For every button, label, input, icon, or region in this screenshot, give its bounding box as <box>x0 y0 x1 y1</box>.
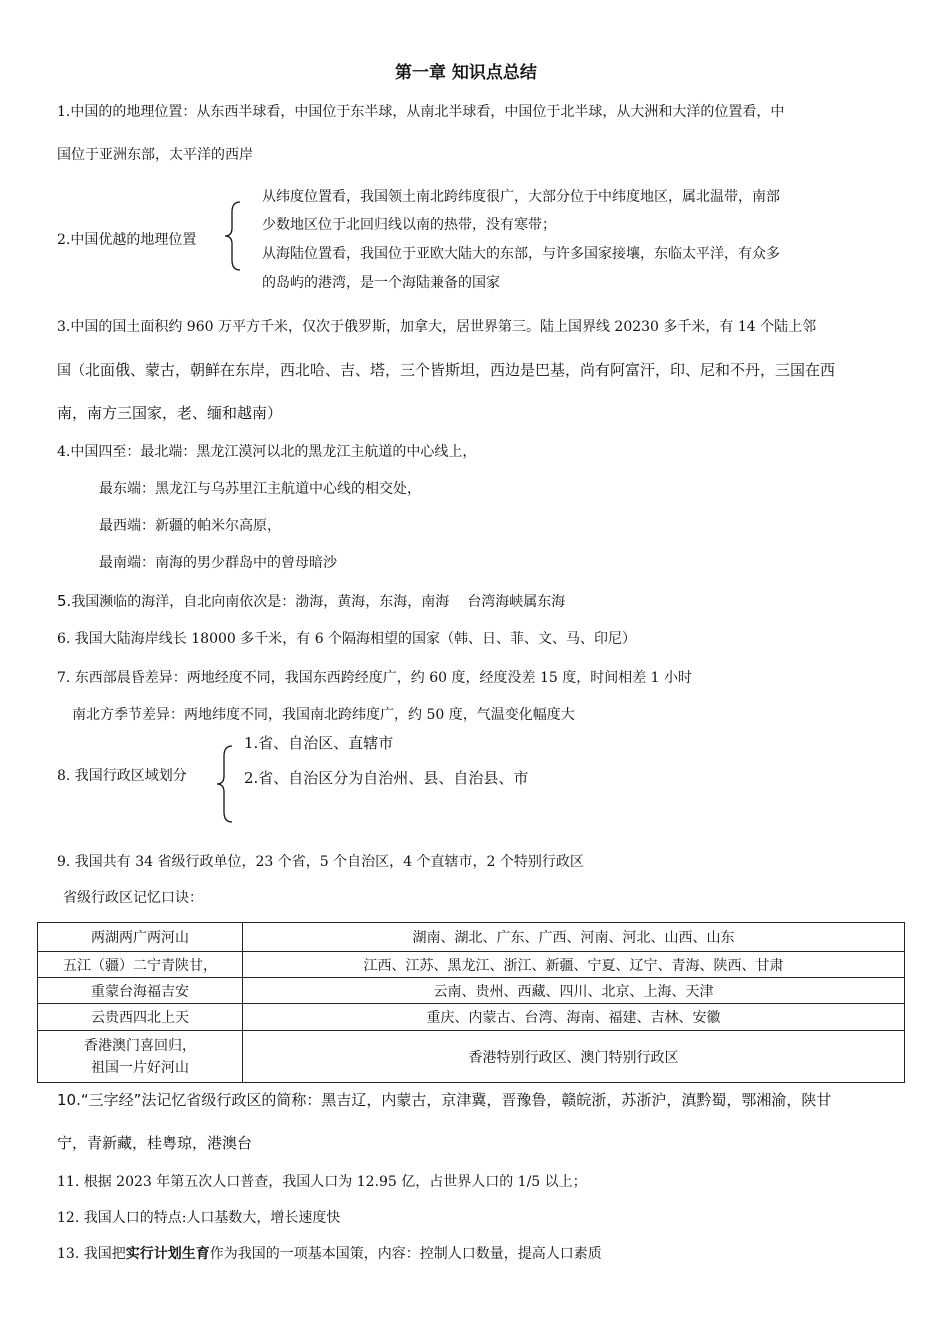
table-row <box>38 1031 905 1083</box>
p5-number: 5. <box>57 592 72 610</box>
p2-line3: 从海陆位置看，我国位于亚欧大陆大的东部，与许多国家接壤，东临太平洋，有众多 <box>262 246 780 262</box>
p1-line2: 国位于亚洲东部，太平洋的西岸 <box>57 147 253 163</box>
p8-item2: 2.省、自治区分为自治州、县、自治县、市 <box>244 769 529 787</box>
p10-line2: 宁，青新藏，桂粤琼，港澳台 <box>57 1134 253 1152</box>
p13-prefix: 13. 我国把 <box>57 1246 126 1262</box>
p5-text: 我国濒临的海洋，自北向南依次是：渤海，黄海，东海，南海 <box>71 594 450 610</box>
table-cell-rhyme: 重蒙台海福吉安 <box>38 978 243 1004</box>
p6-line <box>57 630 636 648</box>
p6-countries: （韩、日、菲、文、马、印尼） <box>440 631 637 647</box>
table-row <box>38 978 905 1004</box>
table-cell-rhyme: 五江（疆）二宁青陕甘， <box>38 952 243 978</box>
p4-line1: 4.中国四至：最北端：黑龙江漠河以北的黑龙江主航道的中心线上， <box>57 444 477 460</box>
p13-line <box>57 1245 602 1263</box>
p9-line2: 省级行政区记忆口诀： <box>63 890 203 906</box>
left-brace-icon <box>222 200 244 272</box>
p2-label: 2.中国优越的地理位置 <box>57 232 197 248</box>
table-row <box>38 1004 905 1031</box>
p5-line <box>57 592 565 611</box>
p3-line2 <box>57 361 835 380</box>
p4-line2: 最东端：黑龙江与乌苏里江主航道中心线的相交处， <box>99 481 421 497</box>
p4-line3: 最西端：新疆的帕米尔高原， <box>99 518 281 534</box>
p3-line1: 3.中国的国土面积约 960 万平方千米，仅次于俄罗斯，加拿大，居世界第三。陆上国界线 20230 多千米，有 14 个陆上邻 <box>57 319 817 335</box>
p7-line1: 7. 东西部晨昏差异：两地经度不同，我国东西跨经度广，约 60 度，经度没差 15 度，时间相差 1 小时 <box>57 670 693 686</box>
p13-policy: 实行计划生育 <box>125 1246 210 1262</box>
table-cell-rhyme: 云贵西四北上天 <box>38 1004 243 1031</box>
p12-line: 12. 我国人口的特点:人口基数大，增长速度快 <box>57 1210 341 1226</box>
p3-line2-prefix: 国（ <box>57 363 85 379</box>
memo-table <box>37 922 905 1083</box>
table-cell-provinces: 重庆、内蒙古、台湾、海南、福建、吉林、安徽 <box>243 1004 905 1031</box>
p2-line4: 的岛屿的港湾，是一个海陆兼备的国家 <box>262 275 500 291</box>
p10-line1: 10.“三字经”法记忆省级行政区的简称：黑吉辽，内蒙古，京津冀，晋豫鲁，赣皖浙，苏浙沪，滇黔蜀，鄂湘渝，陕甘 <box>57 1091 832 1109</box>
p3-neighbors-rhyme: 北面俄、蒙古，朝鲜在东岸，西北哈、吉、塔，三个皆斯坦，西边是巴基，尚有阿富汗，印、尼和不丹，三国在西 <box>85 361 836 379</box>
p7-line2: 南北方季节差异：两地纬度不同，我国南北跨纬度广，约 50 度，气温变化幅度大 <box>72 707 575 723</box>
table-row <box>38 952 905 978</box>
p4-line4: 最南端：南海的男少群岛中的曾母暗沙 <box>99 555 337 571</box>
p6-text: 6. 我国大陆海岸线长 18000 多千米，有 6 个隔海相望的国家 <box>57 631 441 647</box>
p5-note: 台湾海峡属东海 <box>467 594 566 610</box>
p9-line1: 9. 我国共有 34 省级行政单位，23 个省，5 个自治区，4 个直辖市，2 个特别行政区 <box>57 854 584 870</box>
p11-line: 11. 根据 2023 年第五次人口普查，我国人口为 12.95 亿，占世界人口的 1/5 以上； <box>57 1174 587 1190</box>
page-title: 第一章 知识点总结 <box>395 63 537 83</box>
p8-item1: 1.省、自治区、直辖市 <box>244 734 394 752</box>
table-row <box>38 923 905 952</box>
p2-line1: 从纬度位置看，我国领土南北跨纬度很广，大部分位于中纬度地区，属北温带，南部 <box>262 189 780 205</box>
p8-label: 8. 我国行政区域划分 <box>57 768 187 784</box>
table-cell-provinces: 香港特别行政区、澳门特别行政区 <box>243 1031 905 1083</box>
left-brace-icon <box>214 744 236 824</box>
table-cell-provinces: 江西、江苏、黑龙江、浙江、新疆、宁夏、辽宁、青海、陕西、甘肃 <box>243 952 905 978</box>
p3-line3: 南，南方三国家，老、缅和越南） <box>57 404 283 422</box>
table-cell-rhyme: 两湖两广两河山 <box>38 923 243 952</box>
p2-line2: 少数地区位于北回归线以南的热带，没有寒带； <box>262 217 556 233</box>
p13-suffix: 作为我国的一项基本国策，内容：控制人口数量，提高人口素质 <box>209 1246 602 1262</box>
table-cell-provinces: 湖南、湖北、广东、广西、河南、河北、山西、山东 <box>243 923 905 952</box>
p1-line1: 1.中国的的地理位置：从东西半球看，中国位于东半球，从南北半球看，中国位于北半球，从大洲和大洋的位置看，中 <box>57 104 785 120</box>
table-cell-rhyme: 香港澳门喜回归， 祖国一片好河山 <box>38 1031 243 1083</box>
table-cell-provinces: 云南、贵州、西藏、四川、北京、上海、天津 <box>243 978 905 1004</box>
